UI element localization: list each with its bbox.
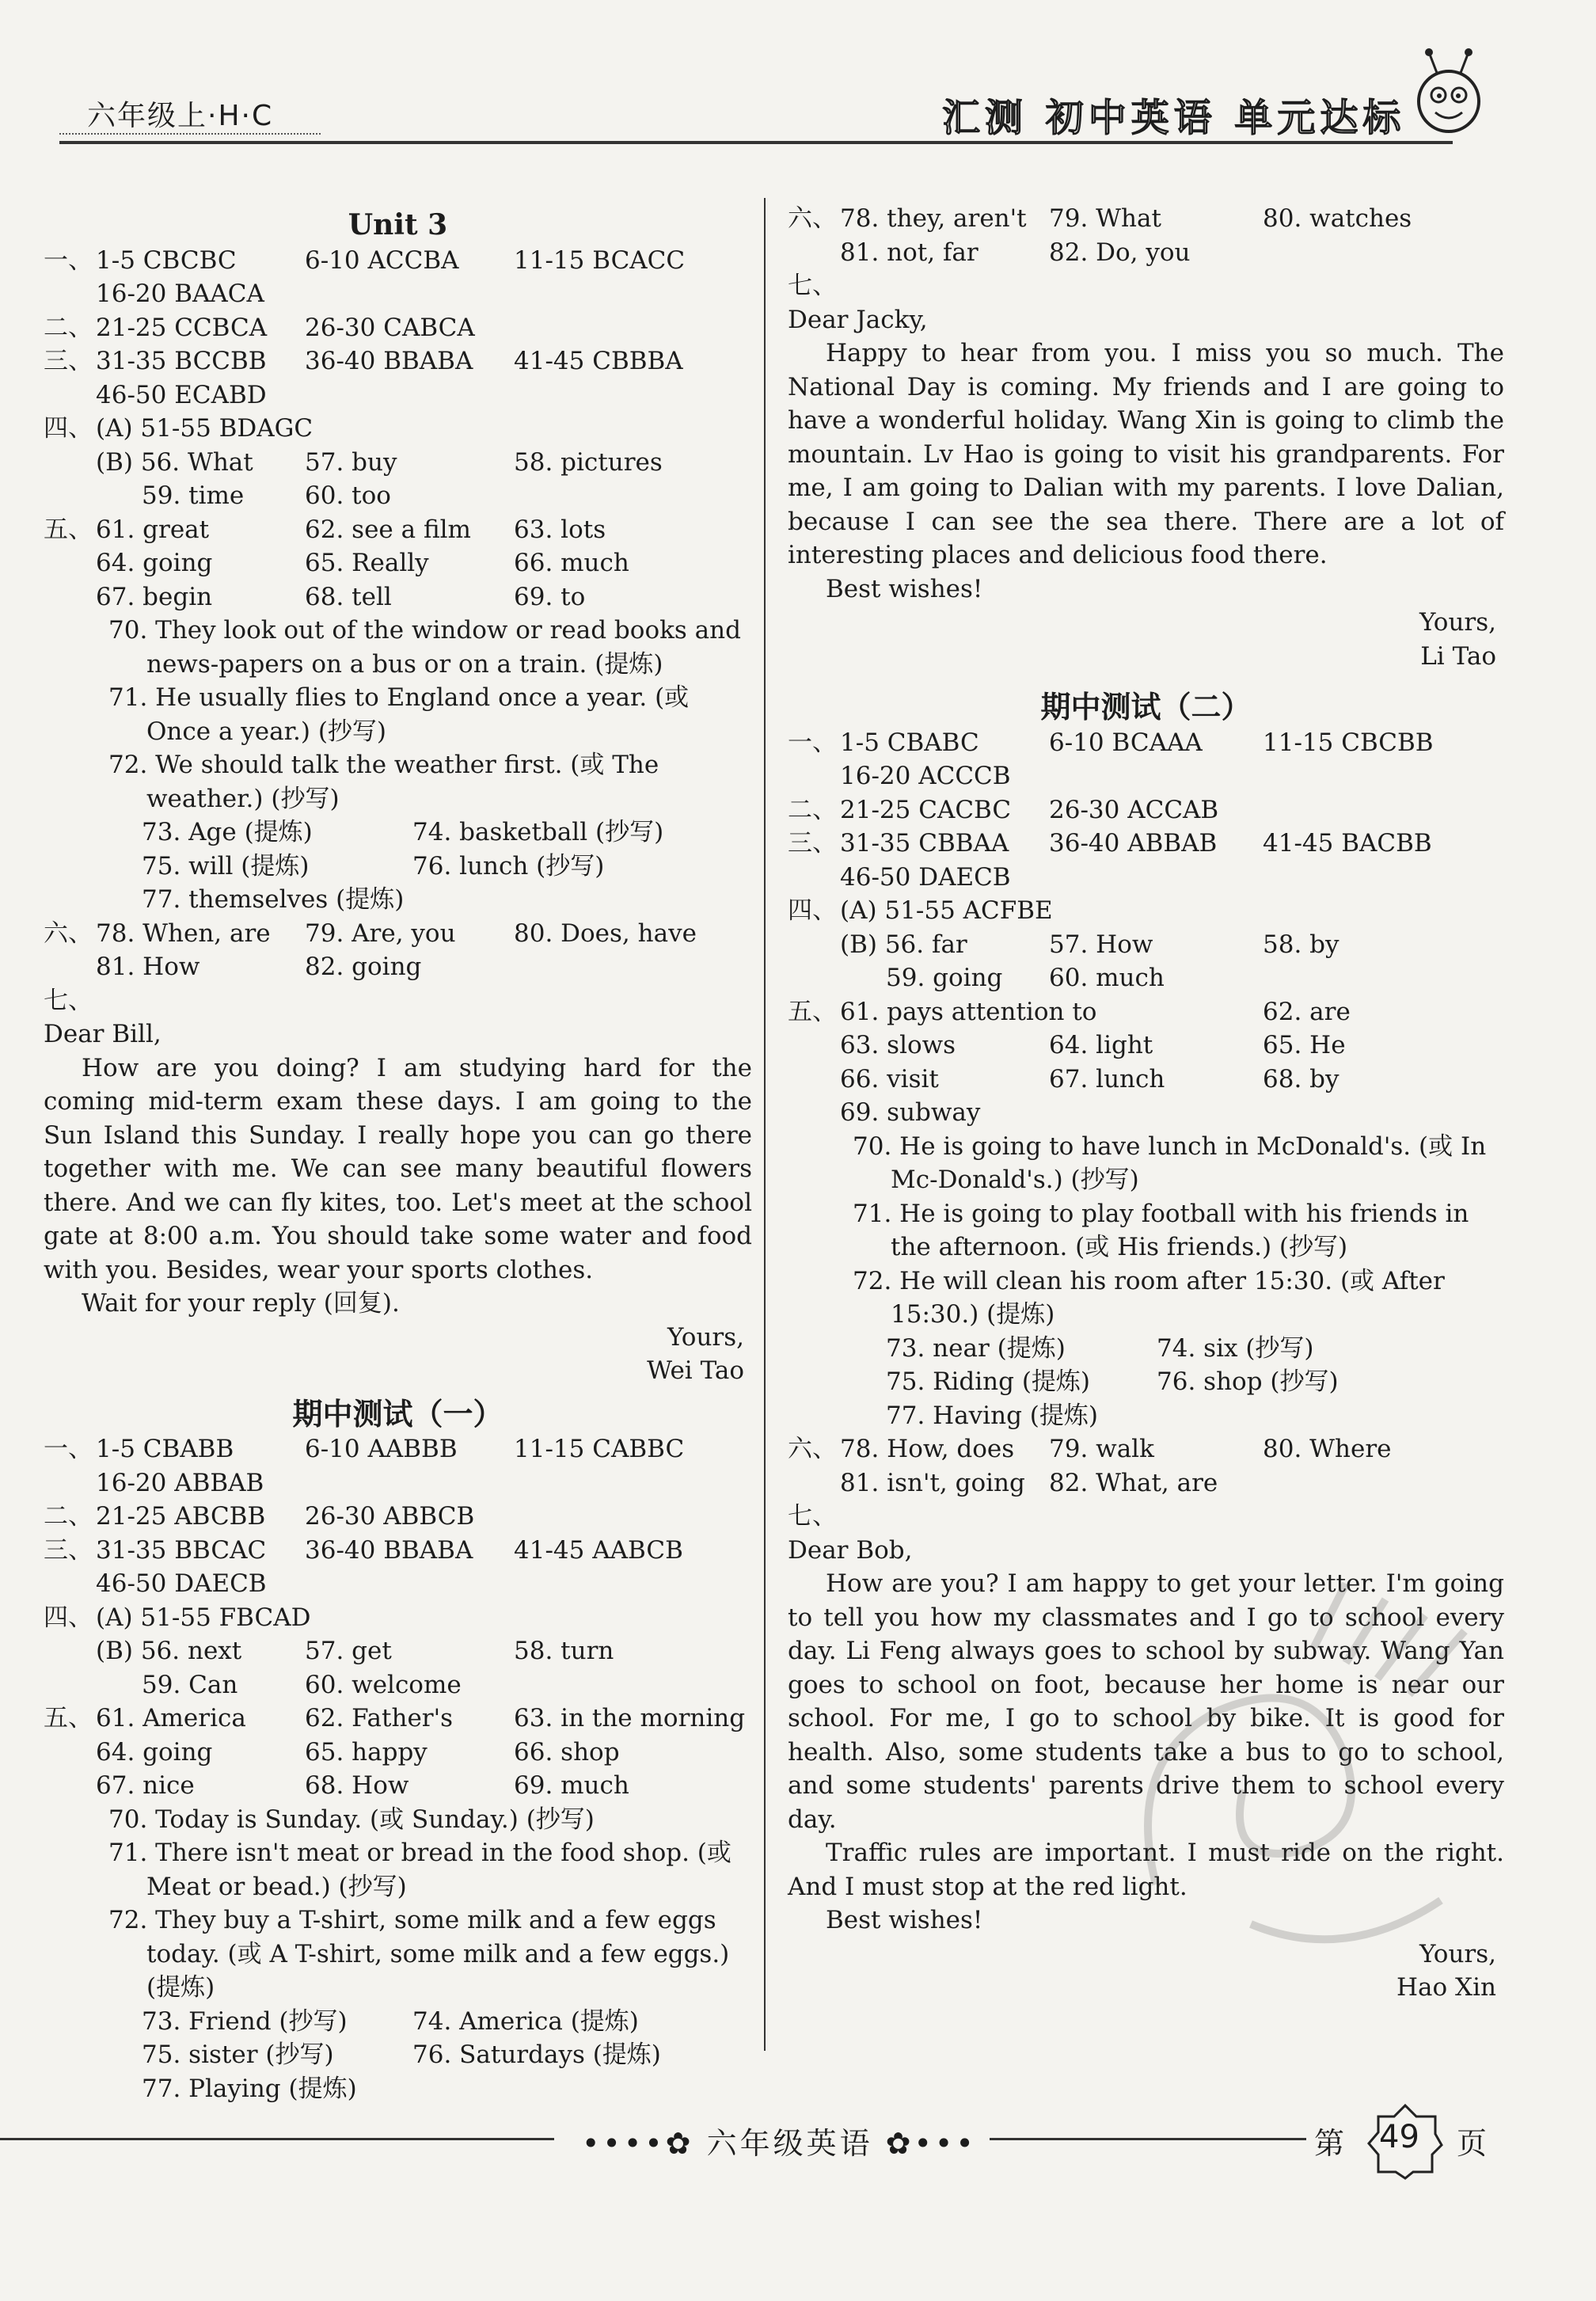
section-seven-label: 七、 (788, 272, 837, 300)
letter-body: How are you doing? I am studying hard for the coming mid-term exam these days. I am going to the Sun Island this Sunday. I really hope you can go there together with me. We can see many beautiful flowers there. And we can fly kites, too. Let's meet at the school gate at 8:00 a.m. You should take some water and food with you. Besides, wear your sports clothes. (44, 1053, 752, 1284)
sentence-answer: 70. He is going to have lunch in McDonald's. (或 In Mc-Donald's.) (抄写) (853, 1131, 1487, 1194)
answer-row: 75. sister (抄写) 76. Saturdays (提炼) (142, 2040, 661, 2069)
midterm2-title: 期中测试（二） (1040, 690, 1252, 725)
answer-row: 二、 21-25 CACBC 26-30 ACCAB (788, 795, 1219, 824)
letter-greeting: Dear Bill, (44, 1020, 162, 1048)
answer-row: 一、 1-5 CBABC 6-10 BCAAA 11-15 CBCBB (788, 728, 1434, 757)
header-dotted-rule (59, 133, 321, 135)
answer-row: 77. Having (提炼) (886, 1401, 1098, 1430)
footer-subject: ••••✿ 六年级英语 ✿••• (582, 2126, 977, 2161)
header-grade-label: 六年级上·H·C (87, 100, 274, 132)
answer-row: 81. not, far 82. Do, you (840, 238, 1191, 267)
sentence-answer: 70. They look out of the window or read books and news-papers on a bus or on a train. (提炼) (108, 616, 741, 679)
letter-signer: Wei Tao (647, 1356, 744, 1385)
sentence-answer: 72. They buy a T-shirt, some milk and a few eggs today. (或 A T-shirt, some milk and a few eggs.) (提炼) (108, 1906, 730, 2002)
answer-row: (B) 56. What 57. buy 58. pictures (96, 447, 663, 477)
answer-row: 73. near (提炼) 74. six (抄写) (886, 1333, 1314, 1363)
page-number: 49 (1379, 2119, 1419, 2155)
answer-row: 67. begin 68. tell 69. to (96, 582, 586, 611)
answer-row: 四、 (A) 51-55 FBCAD (44, 1603, 311, 1632)
page-prefix: 第 (1314, 2126, 1345, 2161)
letter-signer: Hao Xin (1396, 1973, 1496, 2002)
section-seven-label: 七、 (44, 986, 93, 1015)
letter-body: Best wishes! (826, 574, 983, 603)
answer-row: 75. will (提炼) 76. lunch (抄写) (142, 851, 605, 880)
answer-row: 64. going 65. happy 66. shop (96, 1737, 620, 1767)
page-suffix: 页 (1457, 2126, 1488, 2161)
midterm1-title: 期中测试（一） (292, 1396, 504, 1432)
column-divider (764, 198, 766, 2051)
letter-body: How are you? I am happy to get your letter. I'm going to tell you how my classmates and I go to school every day. Li Feng always goes to school by subway. Wang Yan goes to school on foot, because her home is near our school. For me, I go to school by bike. It is good for health. Also, some students take a bus to go to school, and some students' parents drive them to school every day. (788, 1569, 1504, 1834)
answer-row: 五、 61. America 62. Father's 63. in the morning (44, 1704, 746, 1732)
answer-row: 81. How 82. going (96, 953, 422, 981)
letter-body: Wait for your reply (回复). (82, 1289, 400, 1318)
watermark-stamp-icon (1108, 1552, 1520, 1995)
mascot-bee-icon (1405, 46, 1492, 141)
unit3-title: Unit 3 (348, 208, 448, 242)
answer-row: 16-20 ABBAB (96, 1468, 264, 1497)
answer-row: 二、 21-25 ABCBB 26-30 ABBCB (44, 1502, 475, 1531)
answer-row: 46-50 DAECB (840, 862, 1011, 892)
answer-row: 46-50 DAECB (96, 1569, 267, 1598)
left-column (44, 202, 752, 2105)
letter-closing: Yours, (1419, 608, 1496, 637)
answer-row: 59. Can 60. welcome (142, 1670, 462, 1699)
header-series-title: 汇测 初中英语 单元达标 (942, 96, 1406, 140)
section-seven-label: 七、 (788, 1502, 837, 1531)
answer-row: (B) 56. next 57. get 58. turn (96, 1637, 614, 1665)
answer-row: 77. Playing (提炼) (142, 2074, 357, 2103)
answer-row: 69. subway (840, 1098, 981, 1127)
footer-rule-right (990, 2138, 1306, 2140)
answer-row: 三、 31-35 BBCAC 36-40 BBABA 41-45 AABCB (44, 1535, 683, 1565)
sentence-answer: 70. Today is Sunday. (或 Sunday.) (抄写) (108, 1805, 595, 1834)
answer-row: 一、 1-5 CBCBC 6-10 ACCBA 11-15 BCACC (44, 245, 686, 275)
answer-row: 一、 1-5 CBABB 6-10 AABBB 11-15 CABBC (44, 1435, 685, 1463)
answer-row: 81. isn't, going 82. What, are (840, 1468, 1218, 1497)
answer-row: (B) 56. far 57. How 58. by (840, 930, 1340, 959)
sentence-answer: 72. He will clean his room after 15:30. (或 After 15:30.) (提炼) (853, 1266, 1445, 1329)
letter-greeting: Dear Jacky, (788, 305, 928, 334)
letter-body: Happy to hear from you. I miss you so much. The National Day is coming. My friends and I are going to have a wonderful holiday. Wang Xin is going to climb the mountain. Lv Hao is going to visit his grandparents. For me, I am going to Dalian with my parents. I love Dalian, because I can see the sea there. There are a lot of interesting places and delicious food there. (788, 339, 1504, 569)
sentence-answer: 71. There isn't meat or bread in the food shop. (或 Meat or bead.) (抄写) (108, 1839, 732, 1901)
letter-greeting: Dear Bob, (788, 1535, 913, 1565)
answer-row: 77. themselves (提炼) (142, 885, 405, 914)
sentence-answer: 72. We should talk the weather first. (或 The weather.) (抄写) (108, 751, 659, 813)
answer-row: 四、 (A) 51-55 BDAGC (44, 414, 314, 443)
answer-row: 五、 61. pays attention to 62. are (788, 997, 1351, 1026)
answer-row: 二、 21-25 CCBCA 26-30 CABCA (44, 313, 475, 342)
letter-body: Traffic rules are important. I must ride on the right. And I must stop at the red light. (788, 1839, 1504, 1901)
letter-signer: Li Tao (1420, 641, 1496, 671)
answer-row: 73. Age (提炼) 74. basketball (抄写) (142, 818, 664, 846)
answer-row: 五、 61. great 62. see a film 63. lots (44, 515, 606, 544)
answer-row: 16-20 BAACA (96, 280, 264, 308)
answer-row: 三、 31-35 BCCBB 36-40 BBABA 41-45 CBBBA (44, 347, 683, 375)
answer-row: 64. going 65. Really 66. much (96, 549, 629, 577)
letter-body: Best wishes! (826, 1906, 983, 1934)
answer-row: 六、 78. they, aren't 79. What 80. watches (788, 204, 1412, 233)
answer-row: 16-20 ACCCB (840, 762, 1011, 790)
letter-closing: Yours, (1419, 1939, 1496, 1968)
answer-row: 六、 78. When, are 79. Are, you 80. Does, have (44, 918, 697, 948)
answer-row: 66. visit 67. lunch 68. by (840, 1064, 1340, 1093)
answer-row: 67. nice 68. How 69. much (96, 1771, 629, 1800)
answer-row: 75. Riding (提炼) 76. shop (抄写) (886, 1367, 1339, 1396)
sentence-answer: 71. He usually flies to England once a year. (或 Once a year.) (抄写) (108, 683, 690, 746)
letter-closing: Yours, (667, 1322, 744, 1352)
answer-row: 六、 78. How, does 79. walk 80. Where (788, 1435, 1392, 1463)
answer-row: 59. going 60. much (886, 964, 1165, 992)
sentence-answer: 71. He is going to play football with his friends in the afternoon. (或 His friends.) (抄写) (853, 1199, 1469, 1261)
answer-row: 四、 (A) 51-55 ACFBE (788, 896, 1053, 925)
answer-row: 46-50 ECABD (96, 380, 267, 409)
answer-row: 73. Friend (抄写) 74. America (提炼) (142, 2006, 639, 2036)
answer-row: 三、 31-35 CBBAA 36-40 ABBAB 41-45 BACBB (788, 829, 1432, 858)
answer-row: 63. slows 64. light 65. He (840, 1031, 1346, 1059)
footer-rule-left (0, 2138, 554, 2140)
answer-row: 59. time 60. too (142, 481, 391, 510)
